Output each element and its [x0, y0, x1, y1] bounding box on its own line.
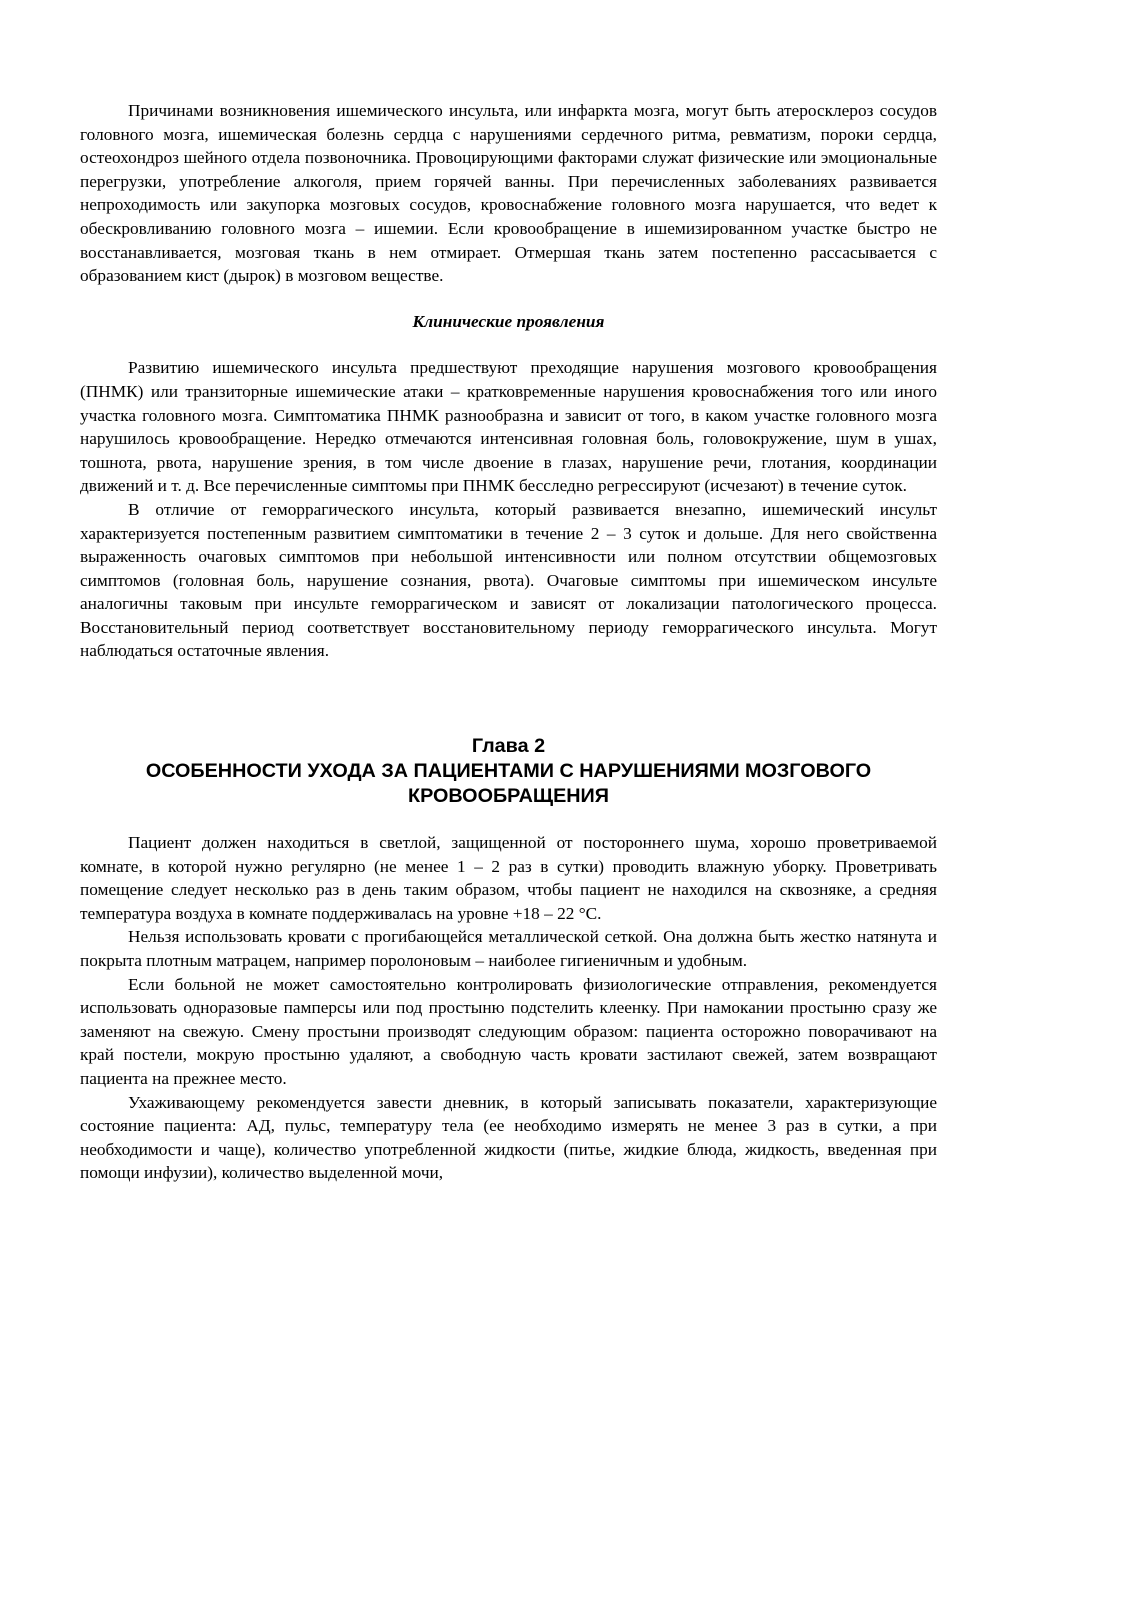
chapter-number: Глава 2: [471, 735, 546, 758]
chapter-title-line-2: КРОВООБРАЩЕНИЯ: [408, 785, 609, 808]
chapter-heading: [80, 734, 937, 809]
spacer: [80, 288, 937, 310]
paragraph-clinical-ischemic-stroke: В отличие от геморрагического инсульта, который развивается внезапно, ишемический инсульт характеризуется постепенным развитием симптоматики в течение 2 – 3 суток и дольше. Для него свойственна выраженность очаговых симптомов при небольшой интенсивности или полном отсутствии общемозговых симптомов (головная боль, нарушение сознания, рвота). Очаговые симптомы при ишемическом инсульте аналогичны таковым при инсульте геморрагическом и зависят от локализации патологического процесса. Восстановительный период соответствует восстановительному периоду геморрагического инсульта. Могут наблюдаться остаточные явления.: [80, 499, 937, 661]
chapter-title-line-1: ОСОБЕННОСТИ УХОДА ЗА ПАЦИЕНТАМИ С НАРУШЕНИЯМИ МОЗГОВОГО: [145, 760, 872, 783]
section-heading-clinical: Клинические проявления: [412, 311, 605, 331]
document-page: [80, 99, 937, 1185]
paragraph-hygiene: Если больной не может самостоятельно контролировать физиологические отправления, рекомендуется использовать одноразовые памперсы или под простыню подстелить клеенку. При намокании простыню сразу же заменяют на свежую. Смену простыни производят следующим образом: пациента осторожно поворачивают на край постели, мокрую простыню удаляют, а свободную часть кровати застилают свежей, затем возвращают пациента на прежнее место.: [80, 974, 937, 1088]
paragraph-bed-requirements: Нельзя использовать кровати с прогибающейся металлической сеткой. Она должна быть жестко натянута и покрыта плотным матрацем, например поролоновым – наиболее гигиеничным и удобным.: [80, 927, 937, 971]
spacer: [80, 333, 937, 356]
paragraph-ischemic-causes: Причинами возникновения ишемического инсульта, или инфаркта мозга, могут быть атеросклероз сосудов головного мозга, ишемическая болезнь сердца с нарушениями сердечного ритма, ревматизм, пороки сердца, остеохондроз шейного отдела позвоночника. Провоцирующими факторами служат физические или эмоциональные перегрузки, употребление алкоголя, прием горячей ванны. При перечисленных заболеваниях развивается непроходимость или закупорка мозговых сосудов, кровоснабжение головного мозга нарушается, что ведет к обескровливанию головного мозга – ишемии. Если кровообращение в ишемизированном участке быстро не восстанавливается, мозговая ткань в нем отмирает. Отмершая ткань затем постепенно рассасывается с образованием кист (дырок) в мозговом веществе.: [80, 101, 937, 286]
paragraph-diary: Ухаживающему рекомендуется завести дневник, в который записывать показатели, характеризующие состояние пациента: АД, пульс, температуру тела (ее необходимо измерять не менее 3 раз в сутки, а при необходимости и чаще), количество употребленной жидкости (питье, жидкие блюда, жидкость, введенная при помощи инфузии), количество выделенной мочи,: [80, 1092, 937, 1183]
paragraph-room-conditions: Пациент должен находиться в светлой, защищенной от постороннего шума, хорошо проветриваемой комнате, в которой нужно регулярно (не менее 1 – 2 раз в сутки) проводить влажную уборку. Проветривать помещение следует несколько раз в день таким образом, чтобы пациент не находился на сквозняке, а средняя температура воздуха в комнате поддерживалась на уровне +18 – 22 °С.: [80, 833, 937, 923]
paragraph-clinical-pnmk: Развитию ишемического инсульта предшествуют преходящие нарушения мозгового кровообращения (ПНМК) или транзиторные ишемические атаки – кратковременные нарушения кровоснабжения того или иного участка головного мозга. Симптоматика ПНМК разнообразна и зависит от того, в каком участке головного мозга нарушилось кровообращение. Нередко отмечаются интенсивная головная боль, головокружение, шум в ушах, тошнота, рвота, нарушение зрения, в том числе двоение в глазах, нарушение речи, глотания, координации движений и т. д. Все перечисленные симптомы при ПНМК бесследно регрессируют (исчезают) в течение суток.: [80, 358, 937, 496]
